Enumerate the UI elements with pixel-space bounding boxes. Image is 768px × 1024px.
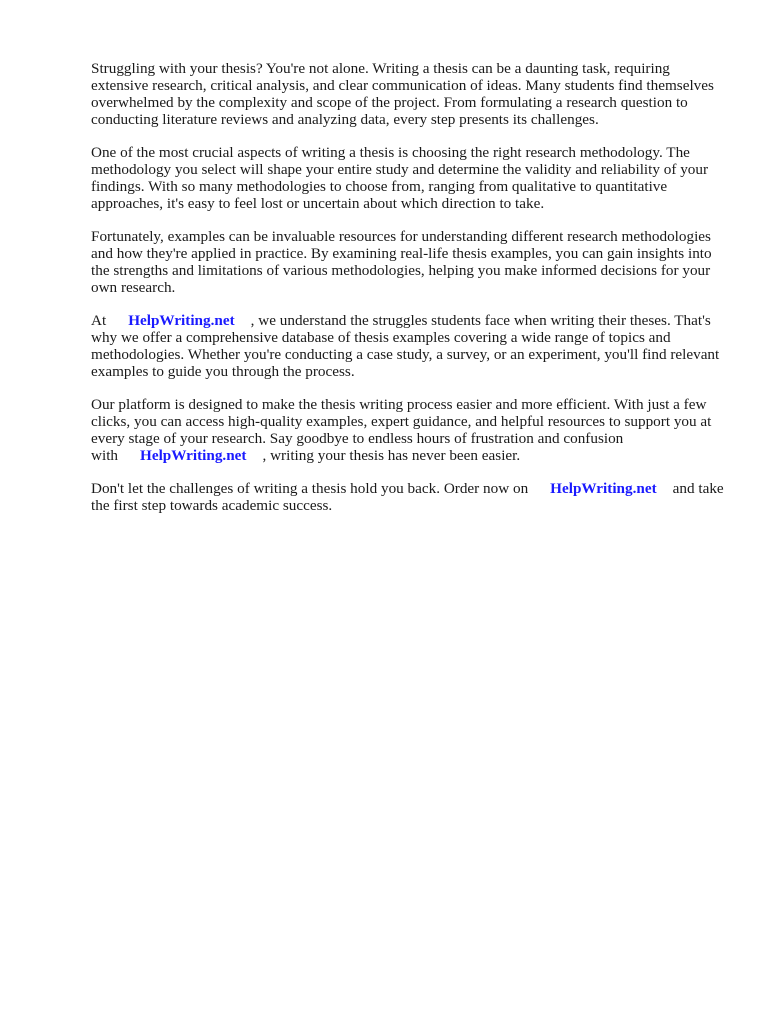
paragraph-text: , we understand the struggles students face when writing their theses. That's why we offer a comprehensive database of thesis examples covering a wide range of topics and methodologies. Whether you're conducting a case study, a survey, or an experiment, you'll find relevant examples to guide you through the process. bbox=[91, 312, 720, 380]
paragraph-text: , writing your thesis has never been easier. bbox=[262, 447, 521, 464]
helpwriting-link[interactable]: HelpWriting.net bbox=[140, 447, 247, 464]
paragraph-struggling: Struggling with your thesis? You're not alone. Writing a thesis can be a daunting task, requiring extensive research, critical analysis, and clear communication of ideas. Many students find themselves overwhelmed by the complexity and scope of the project. From formulating a research question to conducting literature reviews and analyzing data, every step presents its challenges. bbox=[91, 60, 714, 128]
paragraph-examples: Fortunately, examples can be invaluable resources for understanding different research methodologies and how they're applied in practice. By examining real-life thesis examples, you can gain insights into the strengths and limitations of various methodologies, helping you make informed decisions for your own research. bbox=[91, 228, 712, 296]
paragraph-text: Don't let the challenges of writing a thesis hold you back. Order now on bbox=[91, 480, 529, 497]
paragraph-call-to-action bbox=[91, 480, 731, 514]
helpwriting-link[interactable]: HelpWriting.net bbox=[128, 312, 235, 329]
paragraph-text: and take the first step towards academic success. bbox=[91, 480, 724, 514]
helpwriting-link[interactable]: HelpWriting.net bbox=[550, 480, 657, 497]
paragraph-about bbox=[91, 312, 731, 380]
paragraph-text: At bbox=[91, 312, 107, 329]
document-body bbox=[91, 60, 731, 530]
paragraph-methodology: One of the most crucial aspects of writing a thesis is choosing the right research methodology. The methodology you select will shape your entire study and determine the validity and reliability of your findings. With so many methodologies to choose from, ranging from qualitative to quantitative approaches, it's easy to feel lost or uncertain about which direction to take. bbox=[91, 144, 709, 212]
paragraph-platform bbox=[91, 396, 731, 464]
paragraph-text: Our platform is designed to make the thesis writing process easier and more efficient. With just a few clicks, you can access high-quality examples, expert guidance, and helpful resources to support you at every stage of your research. Say goodbye to endless hours of frustration and confusion with bbox=[91, 396, 712, 464]
